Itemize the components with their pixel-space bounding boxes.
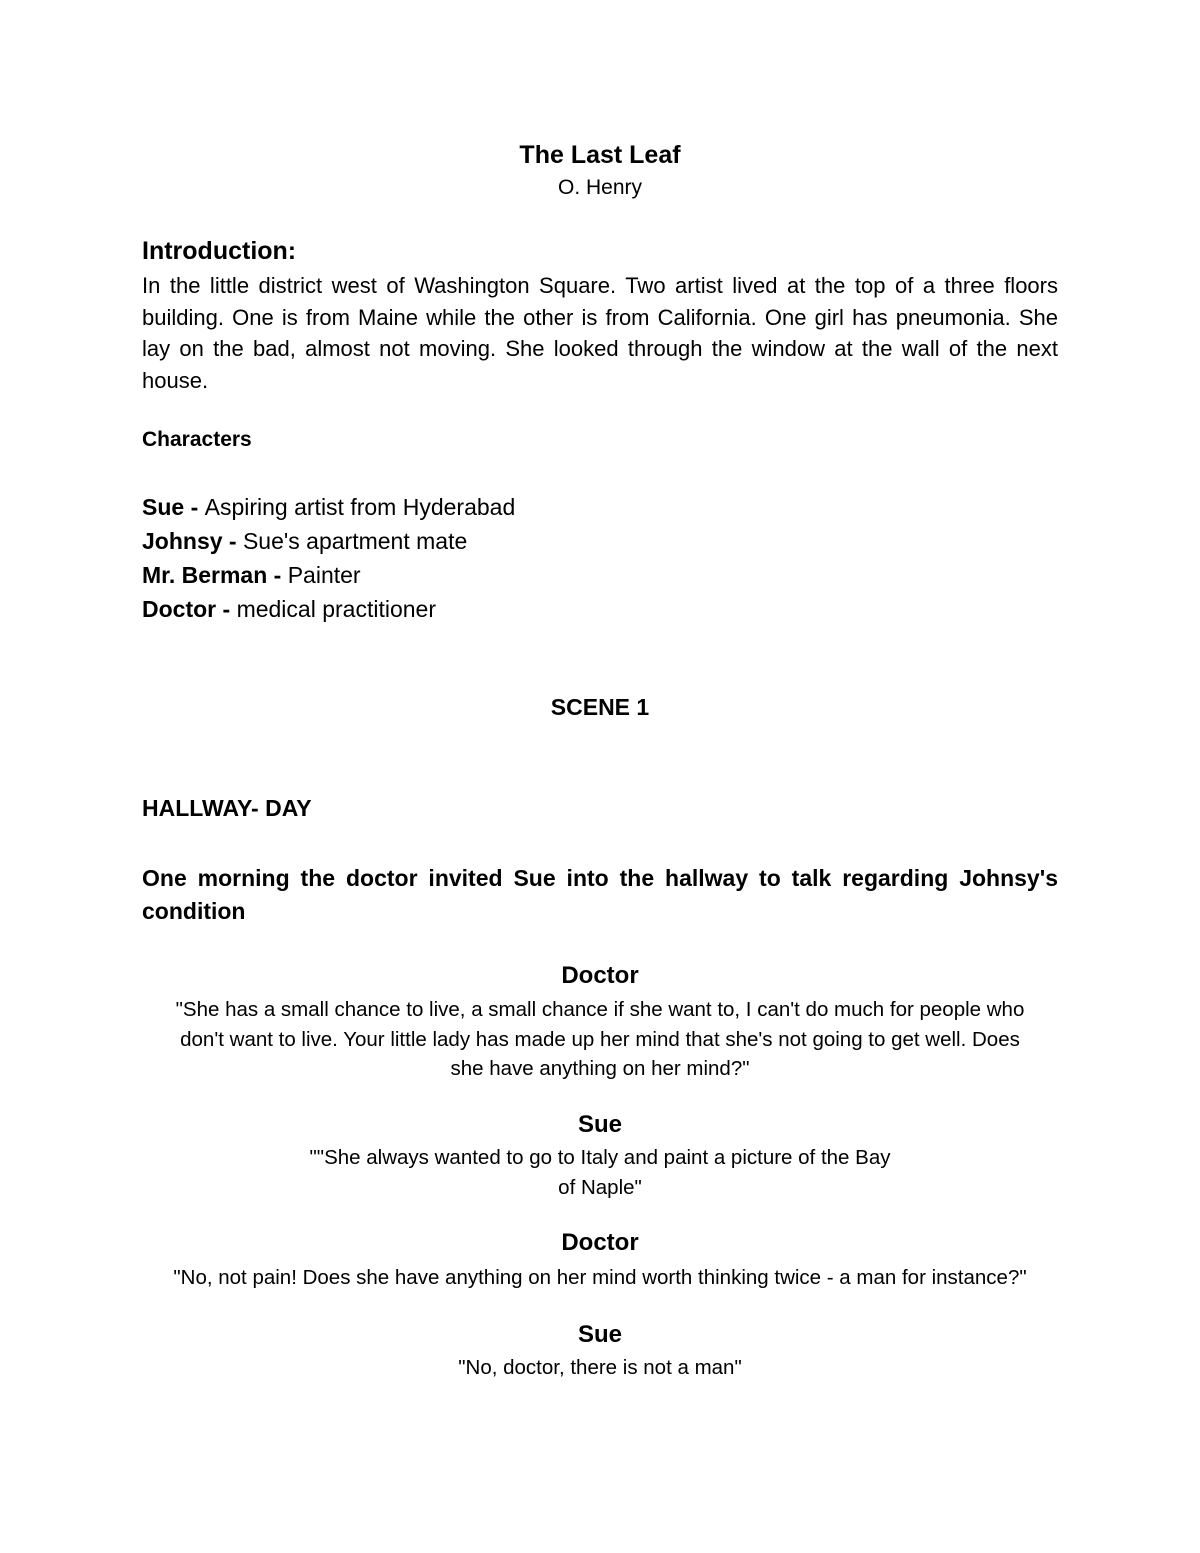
dialogue-line: "No, not pain! Does she have anything on her mind worth thinking twice - a man for instance?" — [173, 1266, 1027, 1289]
introduction-body: In the little district west of Washington Square. Two artist lived at the top of a three floors building. One is from Maine while the other is from California. One girl has pneumonia. She lay on the bad, almost not moving. She looked through the window at the wall of the next house. — [142, 273, 1058, 393]
dialogue-text — [142, 995, 1058, 1084]
author-name: O. Henry — [557, 176, 643, 199]
dialogue-speaker: Doctor — [561, 962, 639, 989]
dialogue-line: "No, doctor, there is not a man" — [458, 1356, 742, 1379]
character-entry-sue — [142, 490, 1058, 524]
dialogue-text — [142, 1353, 1058, 1383]
character-name: Doctor - — [142, 596, 237, 622]
dialogue-line: of Naple" — [558, 1175, 642, 1199]
character-description: medical practitioner — [236, 596, 436, 622]
dialogue-speaker: Sue — [577, 1321, 622, 1348]
character-description: Painter — [287, 562, 361, 588]
character-entry-doctor — [142, 592, 1058, 626]
dialogue-speaker: Sue — [577, 1111, 622, 1138]
dialogue-speaker: Doctor — [561, 1229, 639, 1256]
scene-location: HALLWAY- DAY — [142, 795, 312, 821]
dialogue-line: don't want to live. Your little lady has made up her mind that she's not going to get well. Does — [180, 1027, 1020, 1051]
dialogue-text — [142, 1143, 1058, 1202]
character-name: Mr. Berman - — [142, 562, 288, 588]
page-title: The Last Leaf — [519, 141, 681, 169]
character-name: Johnsy - — [142, 528, 243, 554]
scene-heading: SCENE 1 — [550, 694, 650, 720]
dialogue-line: she have anything on her mind?" — [450, 1057, 750, 1080]
characters-heading: Characters — [142, 428, 252, 451]
dialogue-line: ""She always wanted to go to Italy and paint a picture of the Bay — [309, 1146, 891, 1169]
character-entry-berman — [142, 558, 1058, 592]
dialogue-line: "She has a small chance to live, a small chance if she want to, I can't do much for people who — [175, 998, 1025, 1021]
character-description: Sue's apartment mate — [242, 528, 468, 554]
character-name: Sue - — [142, 494, 205, 520]
dialogue-text — [142, 1263, 1058, 1293]
character-entry-johnsy — [142, 524, 1058, 558]
introduction-heading: Introduction: — [142, 237, 297, 265]
character-list — [142, 490, 1058, 626]
character-description: Aspiring artist from Hyderabad — [204, 494, 516, 520]
scene-action: One morning the doctor invited Sue into the hallway to talk regarding Johnsy's condition — [142, 865, 1058, 924]
